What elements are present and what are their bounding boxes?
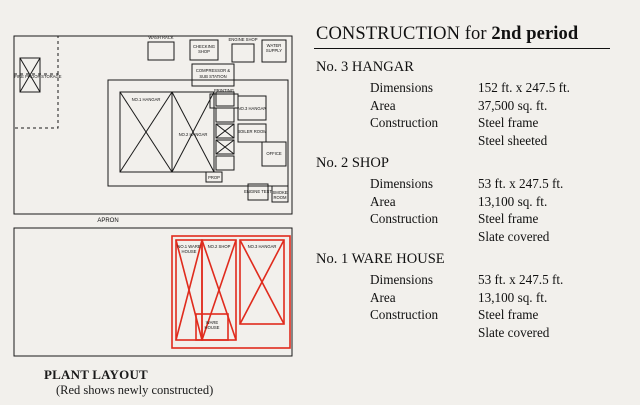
label-compressor-sub-station: COMPRESSOR &	[195, 68, 231, 73]
label-new-no2-shop: NO.2 SHOP	[207, 244, 231, 249]
spec-rows	[370, 271, 632, 341]
spec-key: Dimensions	[370, 272, 434, 288]
label-new-no1-ware-house: NO.1 WARE	[177, 244, 201, 249]
label-boiler-room: BOILER ROOM	[237, 129, 267, 134]
spec-key: Construction	[370, 211, 439, 227]
spec-row	[370, 324, 632, 342]
plant-layout-title: PLANT LAYOUT	[44, 367, 148, 382]
plant-layout-note: (Red shows newly constructed)	[56, 383, 214, 397]
spec-value: 53 ft. x 247.5 ft.	[478, 272, 564, 288]
spec-group	[310, 59, 632, 149]
specs-title	[310, 24, 632, 45]
label-wash-rack: WASH RACK	[148, 35, 174, 40]
label-checking-shop: CHECKING	[192, 44, 216, 49]
spec-row	[370, 289, 632, 307]
spec-group-name: No. 2 SHOP	[316, 155, 389, 172]
label-apron: APRON	[97, 218, 119, 224]
label-new-ware-house: WARE	[205, 320, 219, 325]
spec-key: Area	[370, 289, 396, 305]
spec-key: Area	[370, 97, 396, 113]
label-smoke-room: SMOKE	[272, 190, 288, 195]
spec-row	[370, 228, 632, 246]
spec-value: Steel frame	[478, 211, 539, 227]
spec-group-name: No. 1 WARE HOUSE	[316, 251, 445, 268]
spec-value: 53 ft. x 247.5 ft.	[478, 176, 564, 192]
spec-row	[370, 114, 632, 132]
label-compressor-sub-station-2: SUB STATION	[199, 74, 227, 79]
spec-value: 13,100 sq. ft.	[478, 193, 548, 209]
column-divider	[306, 0, 307, 405]
spec-row	[370, 193, 632, 211]
spec-key: Construction	[370, 307, 439, 323]
spec-group	[310, 155, 632, 245]
spec-row	[370, 132, 632, 150]
specs-title-plain: CONSTRUCTION for	[316, 24, 492, 44]
label-water-supply-2: SUPPLY	[265, 48, 283, 53]
spec-row	[370, 210, 632, 228]
spec-row	[370, 175, 632, 193]
label-water-supply: WATER	[266, 43, 282, 48]
spec-group-name: No. 3 HANGAR	[316, 59, 414, 75]
label-new-no3-hangar: NO.3 HANGAR	[247, 244, 277, 249]
spec-row	[370, 79, 632, 97]
label-fire-proof-storage: FIRE PROOF STORAGE	[14, 74, 62, 79]
spec-value: 37,500 sq. ft.	[478, 97, 548, 113]
spec-key: Area	[370, 193, 396, 209]
label-engine-shop: ENGINE SHOP	[228, 37, 258, 42]
label-checking-shop-2: SHOP	[198, 49, 210, 54]
label-new-ware-house-2: HOUSE	[204, 325, 220, 330]
label-no1-hangar: NO.1 HANGAR	[131, 97, 161, 102]
spec-value: Steel frame	[478, 115, 539, 131]
specs-title-bold: 2nd period	[491, 24, 579, 44]
spec-key: Dimensions	[370, 176, 434, 192]
construction-specs	[310, 24, 632, 384]
spec-row	[370, 97, 632, 115]
spec-rows	[370, 175, 632, 245]
label-no3-hangar: NO.3 HANGAR	[237, 106, 267, 111]
spec-key: Construction	[370, 115, 439, 131]
title-underline	[314, 48, 610, 49]
spec-group	[310, 251, 632, 341]
spec-value: 152 ft. x 247.5 ft.	[478, 80, 570, 95]
label-smoke-room-2: ROOM	[273, 195, 287, 200]
spec-value: 13,100 sq. ft.	[478, 289, 548, 305]
spec-key: Dimensions	[370, 80, 434, 95]
label-office: OFFICE	[266, 151, 282, 156]
spec-value: Slate covered	[478, 228, 550, 244]
spec-rows	[370, 79, 632, 149]
label-engine-test: ENGINE TEST	[244, 189, 272, 194]
label-no2-hangar: NO.2 HANGAR	[178, 132, 208, 137]
spec-row	[370, 306, 632, 324]
plant-layout-drawing	[0, 0, 308, 405]
spec-value: Steel frame	[478, 307, 539, 323]
label-printing: PRINTING	[213, 88, 235, 93]
label-prop: PROP	[208, 175, 220, 180]
spec-row	[370, 271, 632, 289]
spec-value: Slate covered	[478, 325, 550, 341]
spec-value: Steel sheeted	[478, 132, 548, 148]
label-new-no1-ware-house-2: HOUSE	[181, 249, 197, 254]
